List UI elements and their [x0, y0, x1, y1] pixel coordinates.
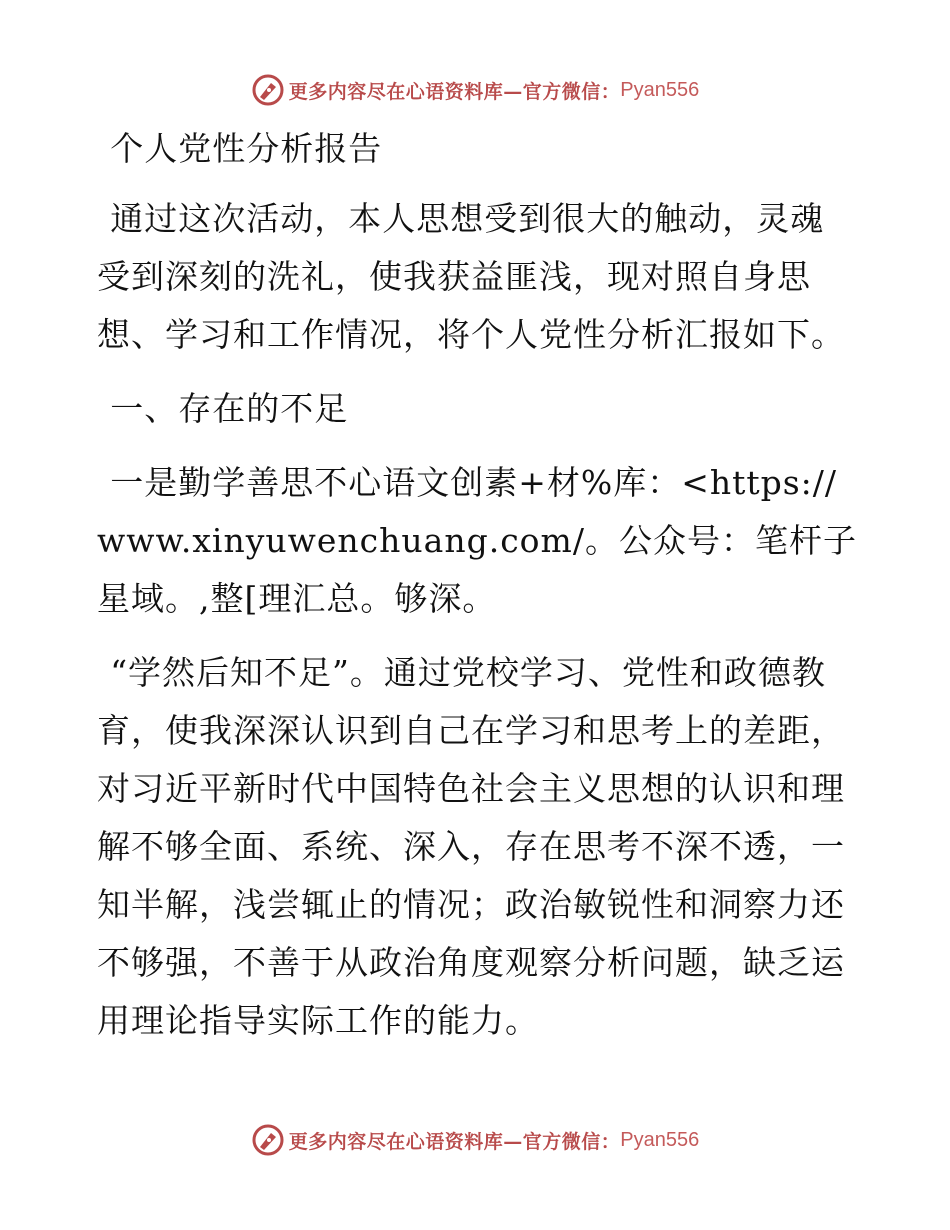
banner-wechat-handle: Pyan556 — [620, 78, 700, 101]
header-watermark-banner — [0, 70, 950, 110]
paragraph-intro: 通过这次活动，本人思想受到很大的触动，灵魂受到深刻的洗礼，使我获益匪浅，现对照自身思想、学习和工作情况，将个人党性分析汇报如下。 — [97, 199, 845, 354]
banner-brand-text: 更多内容尽在心语资料库—官方微信： — [288, 80, 621, 103]
pen-nib-logo-icon — [251, 1123, 285, 1157]
pen-nib-logo-icon — [251, 73, 285, 107]
paragraph-first-point: 一是勤学善思不心语文创素+材%库：<https://www.xinyuwenchuang.com/。公众号：笔杆子星域。,整[理汇总。够深。 — [97, 463, 857, 618]
section-heading-shortcomings: 一、存在的不足 — [110, 389, 349, 428]
banner-brand-text: 更多内容尽在心语资料库—官方微信： — [288, 1130, 621, 1153]
document-body — [97, 120, 857, 1066]
banner-wechat-handle: Pyan556 — [620, 1128, 700, 1151]
paragraph-learning-gap: “学然后知不足”。通过党校学习、党性和政德教育，使我深深认识到自己在学习和思考上的差距，对习近平新时代中国特色社会主义思想的认识和理解不够全面、系统、深入，存在思考不深不透，一知半解，浅尝辄止的情况；政治敏锐性和洞察力还不够强，不善于从政治角度观察分析问题，缺乏运用理论指导实际工作的能力。 — [97, 653, 845, 1040]
document-title: 个人党性分析报告 — [110, 129, 383, 168]
footer-watermark-banner — [0, 1120, 950, 1160]
